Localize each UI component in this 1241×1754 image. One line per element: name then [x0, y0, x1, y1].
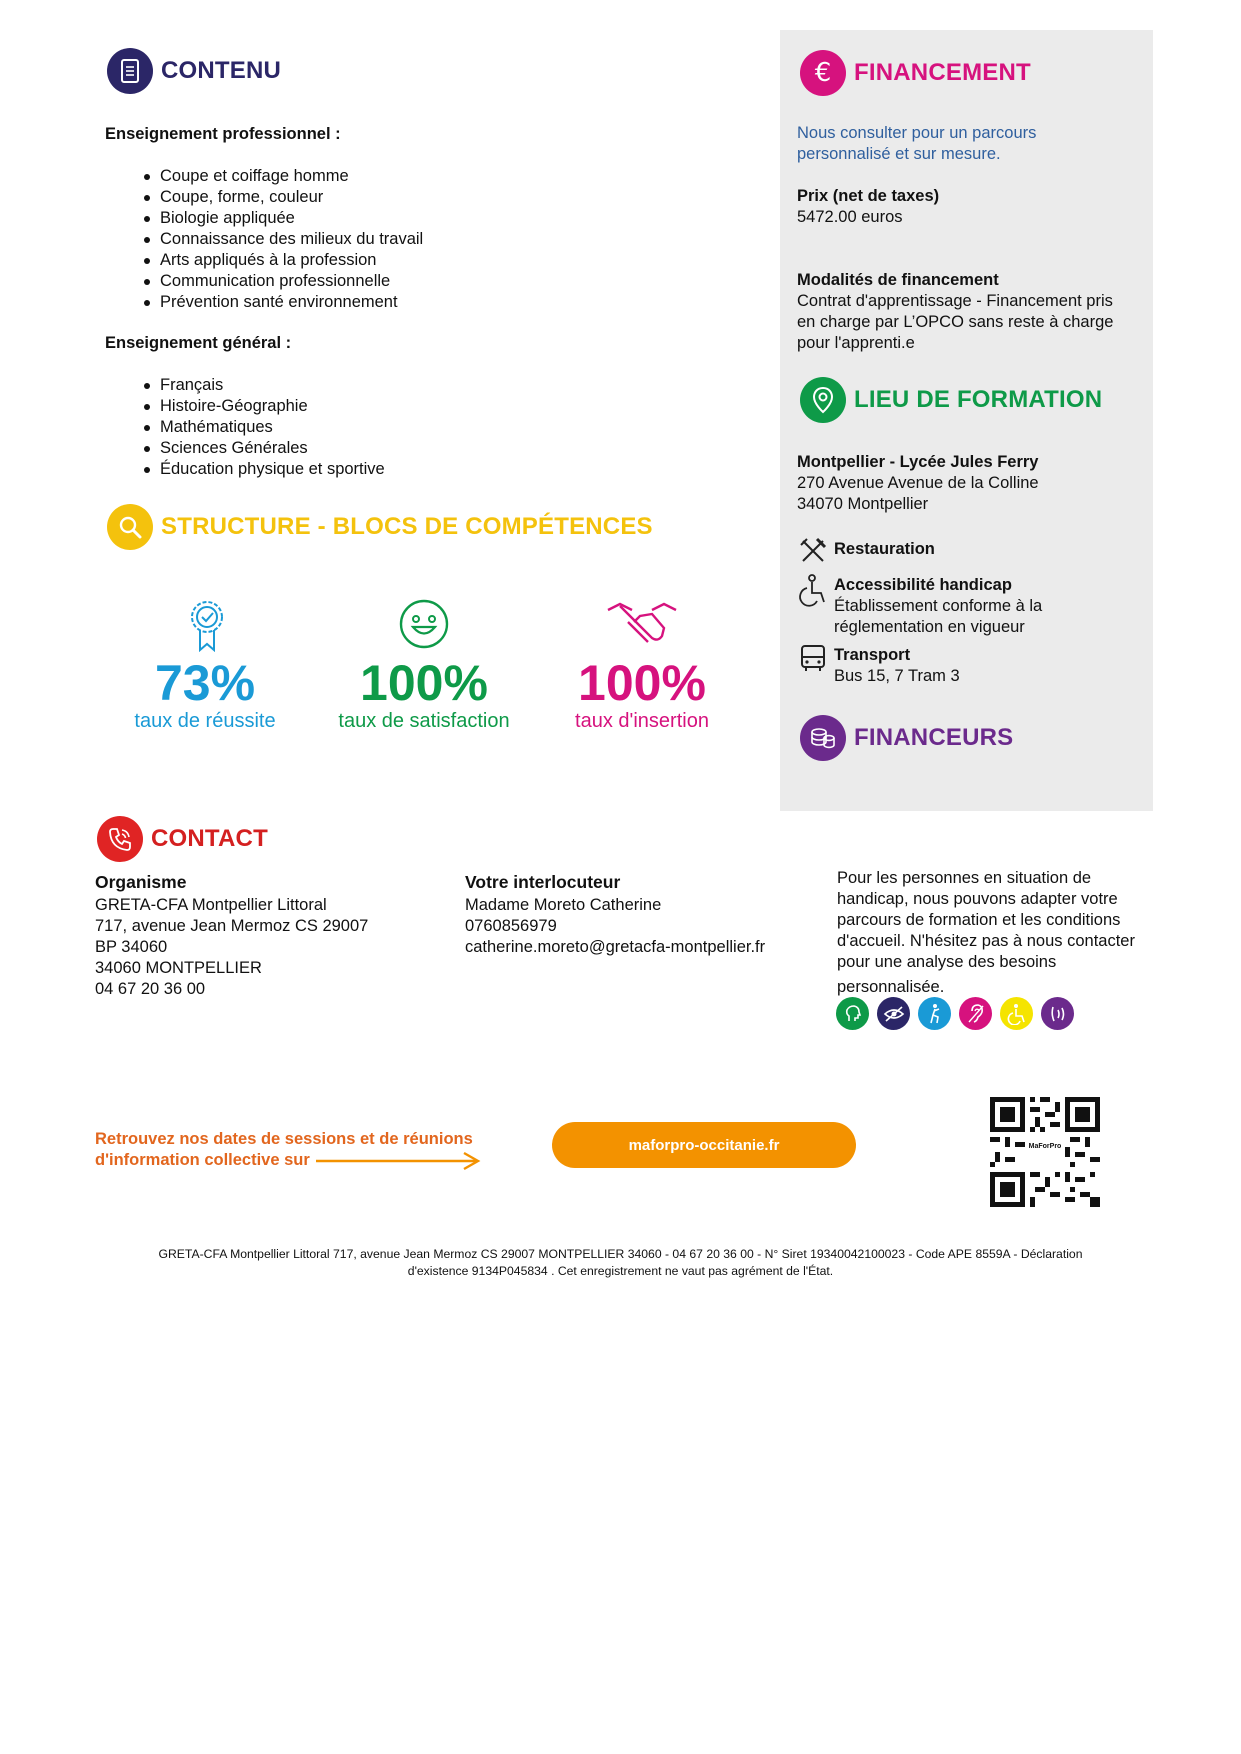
- wheelchair-access-icon: [1000, 997, 1033, 1030]
- financement-intro: [797, 123, 1036, 165]
- document-icon: [107, 48, 153, 94]
- location-pin-icon: [800, 377, 846, 423]
- stat-reussite: [95, 656, 315, 732]
- stat-label: taux d'insertion: [575, 710, 709, 732]
- stat-value: 100%: [360, 655, 488, 711]
- handicap-line: d'accueil. N'hésitez pas à nous contacter: [837, 932, 1135, 950]
- address-line: 270 Avenue Avenue de la Colline: [797, 474, 1039, 492]
- award-ribbon-icon: [188, 598, 226, 657]
- sessions-line: Retrouvez nos dates de sessions et de réunions: [95, 1130, 473, 1148]
- maforpro-button[interactable]: [552, 1122, 856, 1168]
- stat-satisfaction: [314, 656, 534, 732]
- handicap-line: handicap, nous pouvons adapter votre: [837, 890, 1118, 908]
- interlocuteur-name: Madame Moreto Catherine: [465, 896, 662, 914]
- qr-logo-label: MaForPro: [1028, 1143, 1062, 1150]
- sessions-line: d'information collective sur: [95, 1151, 310, 1169]
- phone-icon: [97, 816, 143, 862]
- org-line: 34060 MONTPELLIER: [95, 959, 262, 977]
- magnifier-icon: [107, 504, 153, 550]
- handicap-line: parcours de formation et les conditions: [837, 911, 1121, 929]
- lieu-title: LIEU DE FORMATION: [854, 386, 1103, 413]
- list-item: Éducation physique et sportive: [105, 459, 665, 480]
- modalites-line: Contrat d'apprentissage - Financement pris: [797, 292, 1113, 310]
- site-address: [797, 473, 1039, 515]
- structure-heading: [107, 504, 653, 550]
- euro-icon: €: [800, 50, 846, 96]
- org-line: GRETA-CFA Montpellier Littoral: [95, 896, 327, 914]
- interlocuteur-label: Votre interlocuteur: [465, 872, 621, 892]
- accessibilite-line: Établissement conforme à la: [834, 597, 1043, 615]
- maforpro-button-label: maforpro-occitanie.fr: [628, 1136, 780, 1154]
- contact-heading: [97, 816, 268, 862]
- org-line: 04 67 20 36 00: [95, 980, 206, 998]
- org-line: 717, avenue Jean Mermoz CS 29007: [95, 917, 369, 935]
- stat-label: taux de satisfaction: [338, 710, 510, 732]
- interlocuteur-phone[interactable]: 0760856979: [465, 917, 557, 935]
- org-label: Organisme: [95, 872, 187, 892]
- handicap-notice: [837, 868, 1157, 998]
- wheelchair-icon: [797, 574, 827, 604]
- handicap-line: pour une analyse des besoins: [837, 953, 1057, 971]
- smiley-icon: [398, 598, 450, 655]
- price-label: Prix (net de taxes): [797, 187, 940, 205]
- motor-disability-icon: [918, 997, 951, 1030]
- accessibilite-text: [834, 596, 1042, 638]
- list-item: Mathématiques: [105, 417, 665, 438]
- list-item: Coupe et coiffage homme: [105, 166, 665, 187]
- list-item: Histoire-Géographie: [105, 396, 665, 417]
- handicap-line: personnalisée.: [837, 978, 945, 996]
- list-item: Prévention santé environnement: [105, 292, 665, 313]
- bus-icon: [798, 643, 828, 673]
- accessibility-icons: [836, 997, 1082, 1030]
- list-item: Français: [105, 375, 665, 396]
- restauration-label: Restauration: [834, 540, 935, 558]
- mental-disability-icon: [836, 997, 869, 1030]
- interlocuteur-details: [465, 895, 765, 958]
- arrow-right-icon: [314, 1151, 484, 1171]
- qr-code[interactable]: [990, 1097, 1100, 1207]
- sessions-line-wrap: [95, 1150, 484, 1171]
- qr-code-graphic: [990, 1097, 1100, 1207]
- list-item: Sciences Générales: [105, 438, 665, 459]
- financement-heading: [800, 50, 1031, 96]
- intro-line: Nous consulter pour un parcours: [797, 124, 1037, 142]
- contact-title: CONTACT: [151, 825, 268, 852]
- stat-value: 73%: [154, 655, 256, 711]
- lieu-heading: [800, 377, 1102, 423]
- org-details: [95, 895, 368, 1000]
- site-name: Montpellier - Lycée Jules Ferry: [797, 453, 1039, 471]
- org-line: BP 34060: [95, 938, 168, 956]
- contenu-heading: [107, 48, 281, 94]
- financeurs-title: FINANCEURS: [854, 724, 1014, 751]
- stat-insertion: [532, 656, 752, 732]
- handicap-line: Pour les personnes en situation de: [837, 869, 1092, 887]
- contenu-title: CONTENU: [161, 57, 282, 84]
- intro-line: personnalisé et sur mesure.: [797, 145, 1001, 163]
- list-item: Arts appliqués à la profession: [105, 250, 665, 271]
- stat-label: taux de réussite: [134, 710, 276, 732]
- coins-icon: [800, 715, 846, 761]
- list-item: Communication professionnelle: [105, 271, 665, 292]
- modalites-text: [797, 291, 1113, 354]
- stat-value: 100%: [578, 655, 706, 711]
- footer-line: d'existence 9134P045834 . Cet enregistrement ne vaut pas agrément de l'État.: [407, 1264, 834, 1278]
- transport-label: Transport: [834, 646, 911, 664]
- speech-disability-icon: [1041, 997, 1074, 1030]
- accessibilite-label: Accessibilité handicap: [834, 576, 1012, 594]
- pro-list: [105, 166, 665, 313]
- footer-line: GRETA-CFA Montpellier Littoral 717, avenue Jean Mermoz CS 29007 MONTPELLIER 34060 - 04 67 20 36 00 - N° Siret 19340042100023 - Code APE 8559A - Déclaration: [158, 1247, 1083, 1261]
- financement-title: FINANCEMENT: [854, 59, 1031, 86]
- sessions-text: [95, 1129, 484, 1171]
- price-value: 5472.00 euros: [797, 208, 903, 226]
- pro-heading: Enseignement professionnel :: [105, 125, 341, 143]
- list-item: Biologie appliquée: [105, 208, 665, 229]
- fork-knife-icon: [798, 536, 828, 566]
- accessibilite-line: réglementation en vigueur: [834, 618, 1025, 636]
- gen-heading: Enseignement général :: [105, 334, 292, 352]
- transport-value: Bus 15, 7 Tram 3: [834, 667, 960, 685]
- visual-disability-icon: [877, 997, 910, 1030]
- gen-list: [105, 375, 665, 480]
- modalites-line: pour l'apprenti.e: [797, 334, 915, 352]
- handshake-icon: [606, 598, 678, 653]
- modalites-label: Modalités de financement: [797, 271, 999, 289]
- modalites-line: en charge par L’OPCO sans reste à charge: [797, 313, 1114, 331]
- list-item: Coupe, forme, couleur: [105, 187, 665, 208]
- legal-footer: [40, 1246, 1201, 1280]
- list-item: Connaissance des milieux du travail: [105, 229, 665, 250]
- interlocuteur-email[interactable]: catherine.moreto@gretacfa-montpellier.fr: [465, 938, 766, 956]
- structure-title: STRUCTURE - BLOCS DE COMPÉTENCES: [161, 513, 653, 540]
- address-line: 34070 Montpellier: [797, 495, 929, 513]
- hearing-disability-icon: [959, 997, 992, 1030]
- financeurs-heading: [800, 715, 1013, 761]
